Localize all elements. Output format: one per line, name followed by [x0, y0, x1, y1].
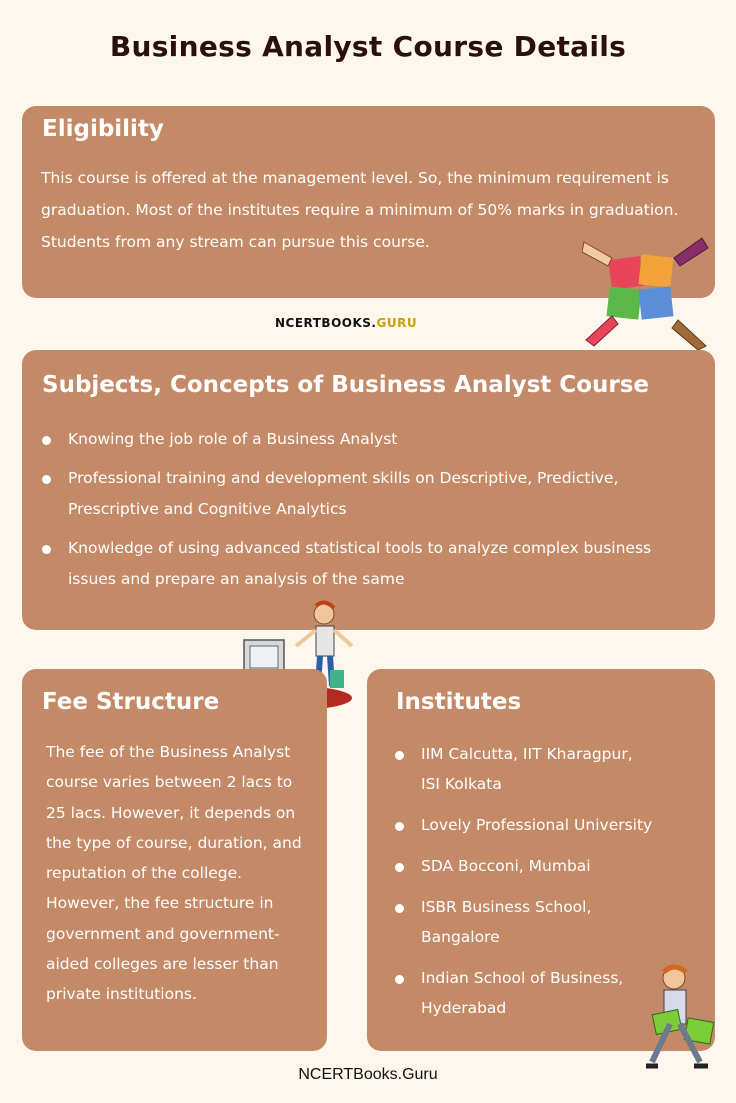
brand-watermark — [275, 316, 417, 330]
subjects-heading: Subjects, Concepts of Business Analyst Course — [42, 372, 649, 398]
brand-main: NCERTBOOKS. — [275, 316, 377, 330]
list-item: Knowledge of using advanced statistical tools to analyze complex business issues and prepare an analysis of the same — [42, 533, 682, 595]
list-item: SDA Bocconi, Mumbai — [395, 851, 655, 881]
eligibility-heading: Eligibility — [42, 116, 164, 142]
puzzle-hands-illustration — [582, 236, 712, 351]
page-title: Business Analyst Course Details — [109, 30, 627, 63]
list-item: ISBR Business School, Bangalore — [395, 892, 655, 952]
fee-text: The fee of the Business Analyst course varies between 2 lacs to 25 lacs. However, it depends on the type of course, duration, and reputation of the college. However, the fee structure in government and government-aided colleges are lesser than private institutions. — [46, 743, 302, 1004]
walking-student-illustration — [630, 962, 726, 1080]
subjects-card — [22, 350, 715, 630]
list-item: Lovely Professional University — [395, 810, 655, 840]
fee-card — [22, 669, 327, 1051]
list-item: IIM Calcutta, IIT Kharagpur, ISI Kolkata — [395, 739, 655, 799]
eligibility-text: This course is offered at the management level. So, the minimum requirement is graduation. Most of the institutes require a minimum of 50% marks in graduation. Students from any stream can pursue this course. — [41, 169, 679, 251]
fee-heading: Fee Structure — [42, 689, 220, 715]
list-item: Professional training and development skills on Descriptive, Predictive, Prescriptive and Cognitive Analytics — [42, 463, 682, 525]
list-item: Indian School of Business, Hyderabad — [395, 963, 655, 1023]
footer-text: NCERTBooks.Guru — [298, 1066, 438, 1083]
list-item: Knowing the job role of a Business Analyst — [42, 424, 682, 455]
institutes-heading: Institutes — [396, 689, 522, 715]
institutes-list — [395, 739, 655, 1031]
subjects-list — [42, 424, 682, 603]
brand-accent: GURU — [376, 316, 418, 330]
